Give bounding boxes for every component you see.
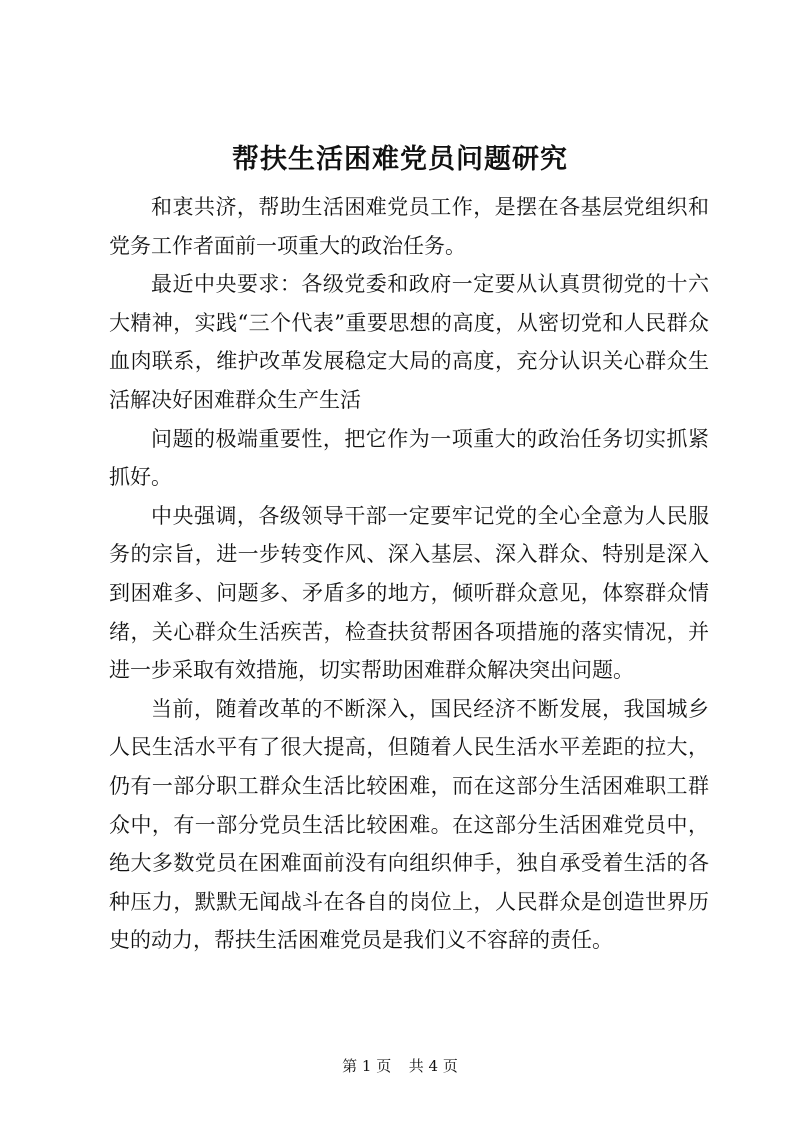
paragraph-4: 中央强调，各级领导干部一定要牢记党的全心全意为人民服务的宗旨，进一步转变作风、深入基层、深入群众、特别是深入到困难多、问题多、矛盾多的地方，倾听群众意见，体察群众情绪，关心群众生活疾苦，检查扶贫帮困各项措施的落实情况，并进一步采取有效措施，切实帮助困难群众解决突出问题。 (109, 503, 709, 683)
paragraph-3: 问题的极端重要性，把它作为一项重大的政治任务切实抓紧抓好。 (109, 426, 709, 490)
page-number: 第 1 页 (342, 1057, 392, 1075)
page-total: 共 4 页 (408, 1057, 458, 1075)
paragraph-5: 当前，随着改革的不断深入，国民经济不断发展，我国城乡人民生活水平有了很大提高，但随着人民生活水平差距的拉大，仍有一部分职工群众生活比较困难，而在这部分生活困难职工群众中，有一部分党员生活比较困难。在这部分生活困难党员中，绝大多数党员在困难面前没有向组织伸手，独自承受着生活的各种压力，默默无闻战斗在各自的岗位上，人民群众是创造世界历史的动力，帮扶生活困难党员是我们义不容辞的责任。 (109, 696, 709, 953)
document-body (109, 188, 709, 960)
page-title: 帮扶生活困难党员问题研究 (232, 144, 568, 175)
paragraph-2: 最近中央要求：各级党委和政府一定要从认真贯彻党的十六大精神，实践“三个代表”重要思想的高度，从密切党和人民群众血肉联系，维护改革发展稳定大局的高度，充分认识关心群众生活解决好困难群众生产生活 (109, 272, 709, 412)
page-footer (0, 1056, 800, 1076)
paragraph-1: 和衷共济，帮助生活困难党员工作，是摆在各基层党组织和党务工作者面前一项重大的政治任务。 (109, 195, 709, 258)
